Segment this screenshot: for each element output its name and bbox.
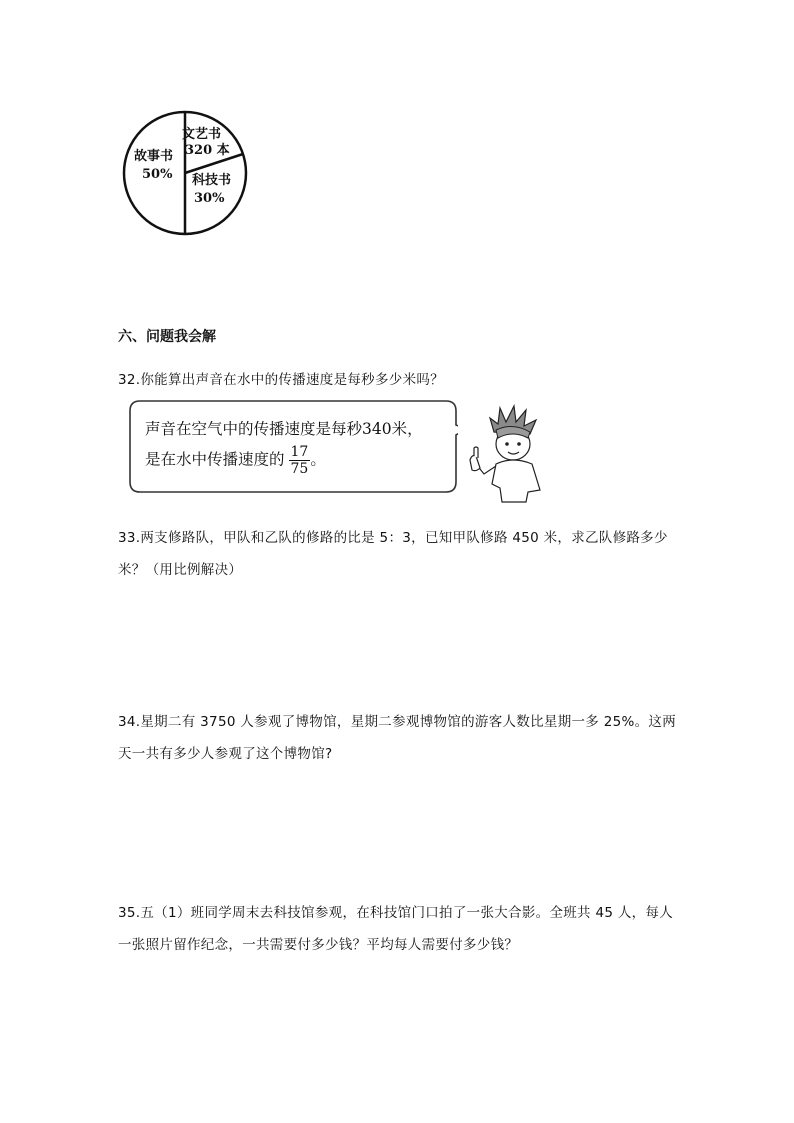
boy-thumbs-up-illustration <box>466 404 548 504</box>
question-35 <box>118 897 678 961</box>
slice-label-science: 科技书 <box>192 173 232 188</box>
slice-value-literature: 320 本 <box>185 143 230 158</box>
pie-chart <box>120 108 250 238</box>
question-33-line-1: 33.两支修路队，甲队和乙队的修路的比是 5：3，已知甲队修路 450 米，求乙队修路多少 <box>118 530 668 546</box>
question-34 <box>118 706 678 770</box>
slice-label-story: 故事书 <box>134 149 174 164</box>
question-34-line-1: 34.星期二有 3750 人参观了博物馆，星期二参观博物馆的游客人数比星期一多 25%。这两 <box>118 714 677 730</box>
boy-eye-left <box>505 442 509 446</box>
question-34-line-2: 天一共有多少人参观了这个博物馆? <box>118 746 333 762</box>
bubble-line-2-prefix: 是在水中传播速度的 <box>145 450 285 469</box>
fraction-denominator: 75 <box>290 461 309 477</box>
fraction <box>289 444 311 477</box>
question-35-line-2: 一张照片留作纪念，一共需要付多少钱？平均每人需要付多少钱？ <box>118 937 519 953</box>
slice-value-story: 50% <box>142 167 173 182</box>
boy-eye-right <box>517 442 521 446</box>
speech-bubble-text <box>145 414 423 477</box>
question-33-line-2: 米？（用比例解决） <box>118 562 243 578</box>
question-33 <box>118 522 678 586</box>
boy-shirt <box>492 460 540 502</box>
question-32-text: 32.你能算出声音在水中的传播速度是每秒多少米吗？ <box>118 372 444 388</box>
fraction-numerator: 17 <box>290 444 309 460</box>
slice-label-literature: 文艺书 <box>182 127 222 142</box>
pie-svg <box>120 108 250 238</box>
question-32 <box>118 364 444 396</box>
section-title: 六、问题我会解 <box>118 329 216 345</box>
question-35-line-1: 35.五（1）班同学周末去科技馆参观，在科技馆门口拍了一张大合影。全班共 45 人，每人 <box>118 905 674 921</box>
slice-value-science: 30% <box>194 191 225 206</box>
bubble-line-1: 声音在空气中的传播速度是每秒340米， <box>145 420 423 438</box>
bubble-line-2 <box>145 444 423 477</box>
bubble-line-2-suffix: 。 <box>310 450 326 469</box>
